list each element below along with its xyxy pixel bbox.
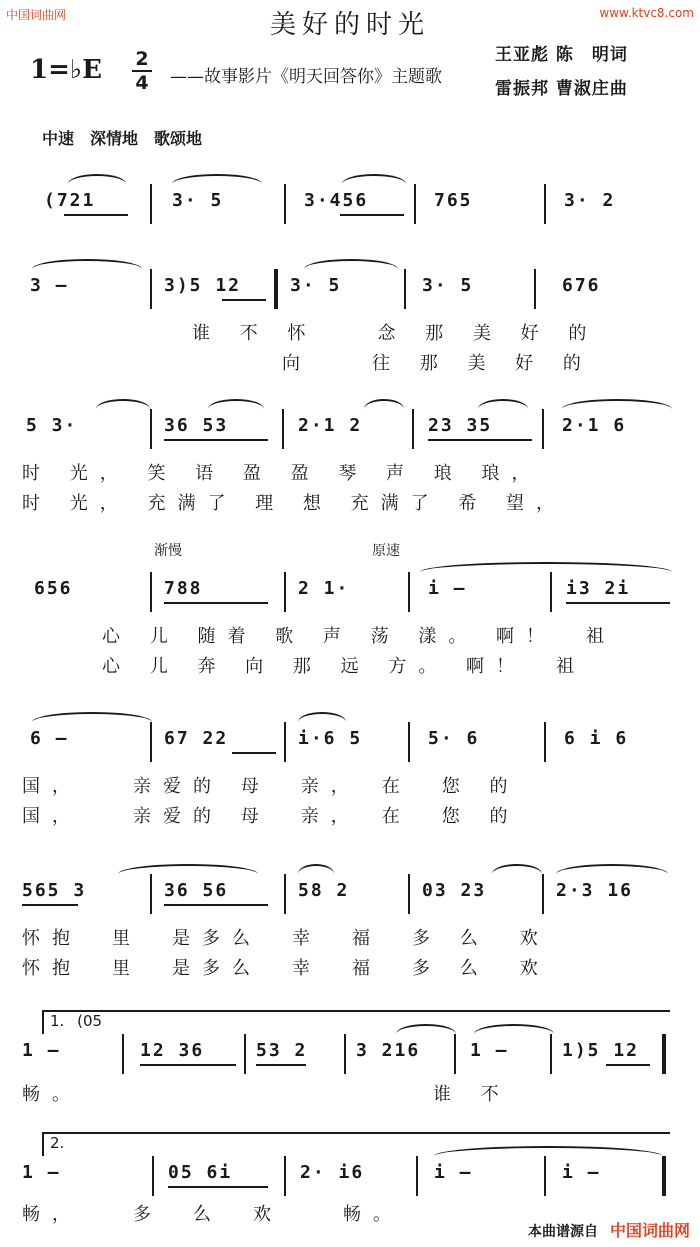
barline [284, 184, 286, 224]
beam [164, 904, 268, 906]
slur [434, 1146, 662, 1166]
measure-2: 67 22 [164, 728, 229, 749]
notes-row [22, 728, 672, 762]
measure-1: 5 3· [26, 415, 78, 436]
slur [32, 712, 152, 732]
measure-2: 12 36 [140, 1040, 205, 1061]
barline [284, 722, 286, 762]
rit-marking: 渐慢 [154, 543, 182, 559]
measure-4: i — [428, 578, 467, 599]
slur [396, 1024, 456, 1044]
slur [304, 259, 398, 279]
measure-1: 6 — [30, 728, 69, 749]
lyricist-credit: 王亚彪 陈 明词 [495, 45, 628, 65]
beam [164, 602, 268, 604]
slur [420, 562, 672, 582]
barline [412, 409, 414, 449]
barline [416, 1156, 418, 1196]
lyrics-verse-1: 谁 不 怀 念 那 美 好 的 [192, 323, 599, 344]
lyrics-verse-1: 畅， 多 么 欢 畅。 [22, 1204, 403, 1225]
repeat-barline [274, 269, 278, 309]
measure-3: 58 2 [298, 880, 350, 901]
notes-row [22, 415, 672, 449]
beam [168, 1186, 268, 1188]
measure-5: 6 i 6 [564, 728, 629, 749]
measure-4: 5· 6 [428, 728, 480, 749]
notes-row [22, 275, 672, 309]
measure-5: i — [562, 1162, 601, 1183]
barline [284, 572, 286, 612]
notes-row [22, 1162, 672, 1196]
barline [150, 409, 152, 449]
slur [118, 864, 258, 884]
barline [244, 1034, 246, 1074]
slur [556, 864, 668, 884]
meter-top: 2 [135, 48, 149, 70]
slur [492, 864, 542, 884]
beam [232, 752, 276, 754]
slur [342, 174, 406, 194]
slur [478, 399, 528, 419]
tempo-marking: 中速 深情地 歌颂地 [42, 129, 203, 148]
barline [534, 269, 536, 309]
slur [298, 864, 334, 884]
notes-row [22, 880, 672, 914]
beam [340, 214, 404, 216]
measure-2: 36 53 [164, 415, 229, 436]
measure-5: 676 [562, 275, 601, 296]
beam [22, 904, 78, 906]
barline [404, 269, 406, 309]
lyrics-verse-2: 时 光， 充满了 理 想 充满了 希 望， [22, 493, 567, 514]
lyrics-verse-2: 国， 亲爱的 母 亲， 在 您 的 [22, 806, 520, 827]
song-title: 美好的时光 [269, 10, 430, 40]
slur [172, 174, 262, 194]
key-signature: 1=♭E [30, 55, 102, 85]
slur [32, 259, 142, 279]
barline [284, 874, 286, 914]
measure-5: 2·3 16 [556, 880, 634, 901]
meter-bottom: 4 [135, 72, 149, 94]
measure-4: 3 216 [356, 1040, 421, 1061]
measure-2: 05 6i [168, 1162, 233, 1183]
first-ending-label: 1. [50, 1012, 65, 1030]
slur [208, 399, 264, 419]
measure-1: 1 — [22, 1040, 61, 1061]
measure-6: 1)5 12 [562, 1040, 640, 1061]
slur [474, 1024, 554, 1044]
composer-credit: 雷振邦 曹淑庄曲 [495, 79, 628, 99]
barline [150, 572, 152, 612]
lyrics-verse-1: 时 光， 笑 语 盈 盈 琴 声 琅 琅， [22, 463, 542, 484]
measure-3: i·6 5 [298, 728, 363, 749]
notes-row [22, 1040, 672, 1074]
beam [164, 439, 268, 441]
lyrics-verse-1: 心 儿 随着 歌 声 荡 漾。 啊！ 祖 [72, 626, 617, 647]
measure-3: 2·1 2 [298, 415, 363, 436]
barline [408, 572, 410, 612]
beam [256, 1064, 306, 1066]
barline [408, 874, 410, 914]
lyrics-verse-1: 国， 亲爱的 母 亲， 在 您 的 [22, 776, 520, 797]
beam [606, 1064, 650, 1066]
barline [344, 1034, 346, 1074]
measure-3: 3· 5 [290, 275, 342, 296]
measure-1: (721 [44, 190, 96, 211]
lyrics-verse-2: 心 儿 奔 向 那 远 方。 啊！ 祖 [72, 656, 587, 677]
barline [122, 1034, 124, 1074]
slur [562, 399, 672, 419]
measure-5: i3 2i [566, 578, 631, 599]
beam [140, 1064, 236, 1066]
time-signature [132, 48, 152, 94]
measure-4: 3· 5 [422, 275, 474, 296]
final-barline [662, 1156, 666, 1196]
measure-1: 565 3 [22, 880, 87, 901]
barline [152, 1156, 154, 1196]
barline [282, 409, 284, 449]
measure-2: 3)5 12 [164, 275, 242, 296]
measure-5: 2·1 6 [562, 415, 627, 436]
lyrics-verse-2: 怀抱 里 是多么 幸 福 多 么 欢 [22, 958, 550, 979]
barline [544, 722, 546, 762]
measure-4: 03 23 [422, 880, 487, 901]
measure-3: 53 2 [256, 1040, 308, 1061]
barline [542, 874, 544, 914]
lyrics-verse-1: 怀抱 里 是多么 幸 福 多 么 欢 [22, 928, 550, 949]
footer-site-link[interactable]: 中国词曲网 [609, 1221, 690, 1240]
barline [544, 184, 546, 224]
measure-5: 3· 2 [564, 190, 616, 211]
footer-source: 本曲谱源自 [527, 1224, 598, 1240]
ending-pickup: (05 [77, 1012, 103, 1030]
measure-4: 765 [434, 190, 473, 211]
slur [364, 399, 404, 419]
watermark-left: 中国词曲网 [6, 8, 67, 22]
barline [150, 184, 152, 224]
slur [68, 174, 126, 194]
notes-row [22, 190, 672, 224]
footer [528, 1218, 690, 1241]
measure-5: 1 — [470, 1040, 509, 1061]
measure-1: 3 — [30, 275, 69, 296]
barline [408, 722, 410, 762]
lyrics-verse-2: 向 往 那 美 好 的 [192, 353, 593, 374]
measure-3: 2· i6 [300, 1162, 365, 1183]
lyrics-verse-1: 畅。 谁 不 [22, 1084, 511, 1105]
beam [64, 214, 128, 216]
measure-2: 3· 5 [172, 190, 224, 211]
barline [150, 269, 152, 309]
repeat-barline [662, 1034, 666, 1074]
beam [222, 299, 266, 301]
first-ending-bracket [42, 1010, 670, 1034]
slur [298, 712, 346, 732]
measure-3: 3·456 [304, 190, 369, 211]
measure-3: 2 1· [298, 578, 350, 599]
measure-1: 1 — [22, 1162, 61, 1183]
barline [284, 1156, 286, 1196]
measure-2: 36 56 [164, 880, 229, 901]
barline [414, 184, 416, 224]
slur [96, 399, 150, 419]
measure-4: 23 35 [428, 415, 493, 436]
watermark-right: www.ktvc8.com [599, 6, 694, 20]
beam [566, 602, 670, 604]
measure-4: i — [434, 1162, 473, 1183]
beam [428, 439, 532, 441]
notes-row [22, 578, 672, 612]
measure-1: 656 [34, 578, 73, 599]
second-ending-label: 2. [50, 1134, 65, 1152]
a-tempo-marking: 原速 [372, 543, 400, 559]
subtitle: ——故事影片《明天回答你》主题歌 [170, 67, 442, 87]
measure-2: 788 [164, 578, 203, 599]
barline [542, 409, 544, 449]
